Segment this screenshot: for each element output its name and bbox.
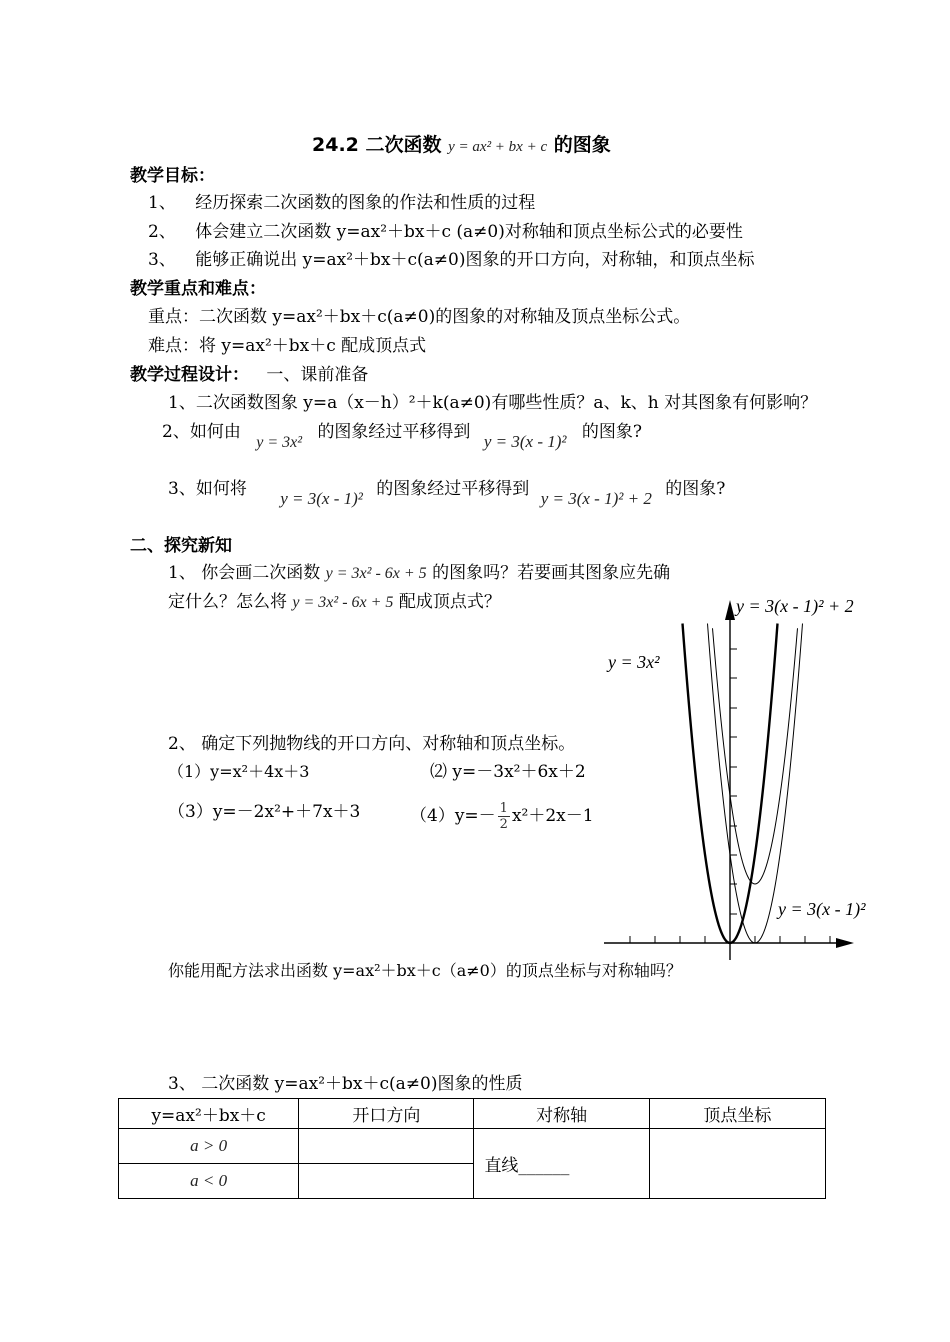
cell-axis: 直线______ [474,1129,649,1199]
explore-q1-formula2: y = 3x² - 6x + 5 [292,594,394,611]
table-header: 对称轴 [474,1099,649,1129]
explore-q1-line2 [168,591,501,614]
q2-pre: 2、如何由 [162,422,241,442]
q3-post: 的图象? [665,479,726,499]
keypoints-heading: 教学重点和难点： [130,279,266,299]
fraction-denominator: 2 [499,817,508,832]
objective-text: 体会建立二次函数 y=ax²＋bx＋c (a≠0)对称轴和顶点坐标公式的必要性 [195,222,743,242]
cell-opening-positive [299,1129,474,1164]
table-header: 顶点坐标 [649,1099,825,1129]
focus-text: 重点：二次函数 y=ax²＋bx＋c(a≠0)的图象的对称轴及顶点坐标公式。 [148,307,691,327]
fraction-half [498,801,510,832]
properties-table [118,1098,826,1199]
label-shifted-up: y = 3(x - 1)² + 2 [736,596,854,616]
parabola-y-3x-1-2-plus-2 [713,628,798,884]
exercise-4-pre: （4）y=－ [410,806,496,826]
question-2 [162,421,643,451]
x-axis-arrow [836,938,854,948]
label-base: y = 3x² [608,652,660,672]
page-title [312,134,611,158]
objectives-heading: 教学目标： [130,166,215,186]
parabola-y-3x-1-2 [708,624,803,943]
part1-heading: 一、课前准备 [266,365,369,385]
label-shifted-right: y = 3(x - 1)² [778,899,866,919]
title-formula: y = ax² + bx + c [448,139,548,155]
explore-q1-post2: 配成顶点式？ [398,592,501,612]
table-header: y=ax²＋bx＋c [119,1099,299,1129]
explore-q1-line1 [168,562,670,585]
y-axis-arrow [725,600,735,620]
q3-mid: 的图象经过平移得到 [376,479,530,499]
q2-post: 的图象? [581,422,643,442]
process-heading: 教学过程设计： [130,365,249,385]
cell-a-negative: a < 0 [119,1164,299,1199]
cell-a-positive: a > 0 [119,1129,299,1164]
explore-heading: 二、探究新知 [130,536,232,556]
y-ticks [730,649,737,914]
objective-num: 3、 [148,250,176,270]
objective-3 [148,249,754,271]
q3-formula-2: y = 3(x - 1)² + 2 [540,489,652,508]
explore-q1-post: 的图象吗？若要画其图象应先确 [432,563,671,583]
cell-vertex [649,1129,825,1199]
q2-mid: 的图象经过平移得到 [317,422,471,442]
explore-q1-pre: 1、 你会画二次函数 [168,563,321,583]
objective-2 [148,221,743,243]
question-1: 1、二次函数图象 y=a（x－h）²＋k(a≠0)有哪些性质？a、k、h 对其图象有何影响？ [168,393,818,413]
q3-pre: 3、如何将 [168,479,247,499]
explore-q1-formula: y = 3x² - 6x + 5 [325,565,427,582]
table-row [119,1129,826,1164]
table-header-row [119,1099,826,1129]
explore-q3: 3、 二次函数 y=ax²＋bx＋c(a≠0)图象的性质 [168,1074,523,1094]
vertex-question: 你能用配方法求出函数 y=ax²＋bx＋c（a≠0）的顶点坐标与对称轴吗？ [168,961,682,980]
exercise-3: （3）y=－2x²+＋7x＋3 [168,802,361,822]
objective-num: 2、 [148,222,176,242]
process-line [130,364,368,386]
objective-num: 1、 [148,193,176,213]
table-header: 开口方向 [299,1099,474,1129]
exercise-2: ⑵ y=－3x²＋6x＋2 [430,762,586,782]
title-prefix: 24.2 二次函数 [312,134,442,156]
title-suffix: 的图象 [553,134,611,156]
exercise-4-post: x²＋2x－1 [511,806,594,826]
objective-1 [148,192,535,214]
q3-formula-1: y = 3(x - 1)² [280,489,363,508]
explore-q2: 2、 确定下列抛物线的开口方向、对称轴和顶点坐标。 [168,734,576,754]
fraction-numerator: 1 [499,801,508,816]
difficulty-text: 难点：将 y=ax²＋bx＋c 配成顶点式 [148,336,427,356]
question-3 [168,478,726,508]
explore-q1-pre2: 定什么？怎么将 [168,592,287,612]
parabola-graph [598,590,868,980]
cell-opening-negative [299,1164,474,1199]
q2-formula-2: y = 3(x - 1)² [483,432,567,451]
objective-text: 经历探索二次函数的图象的作法和性质的过程 [195,193,536,213]
objective-text: 能够正确说出 y=ax²＋bx＋c(a≠0)图象的开口方向，对称轴，和顶点坐标 [195,250,755,270]
exercise-1: （1）y=x²＋4x＋3 [168,762,310,781]
q2-formula-1: y = 3x² [256,434,303,451]
exercise-4 [410,801,594,832]
